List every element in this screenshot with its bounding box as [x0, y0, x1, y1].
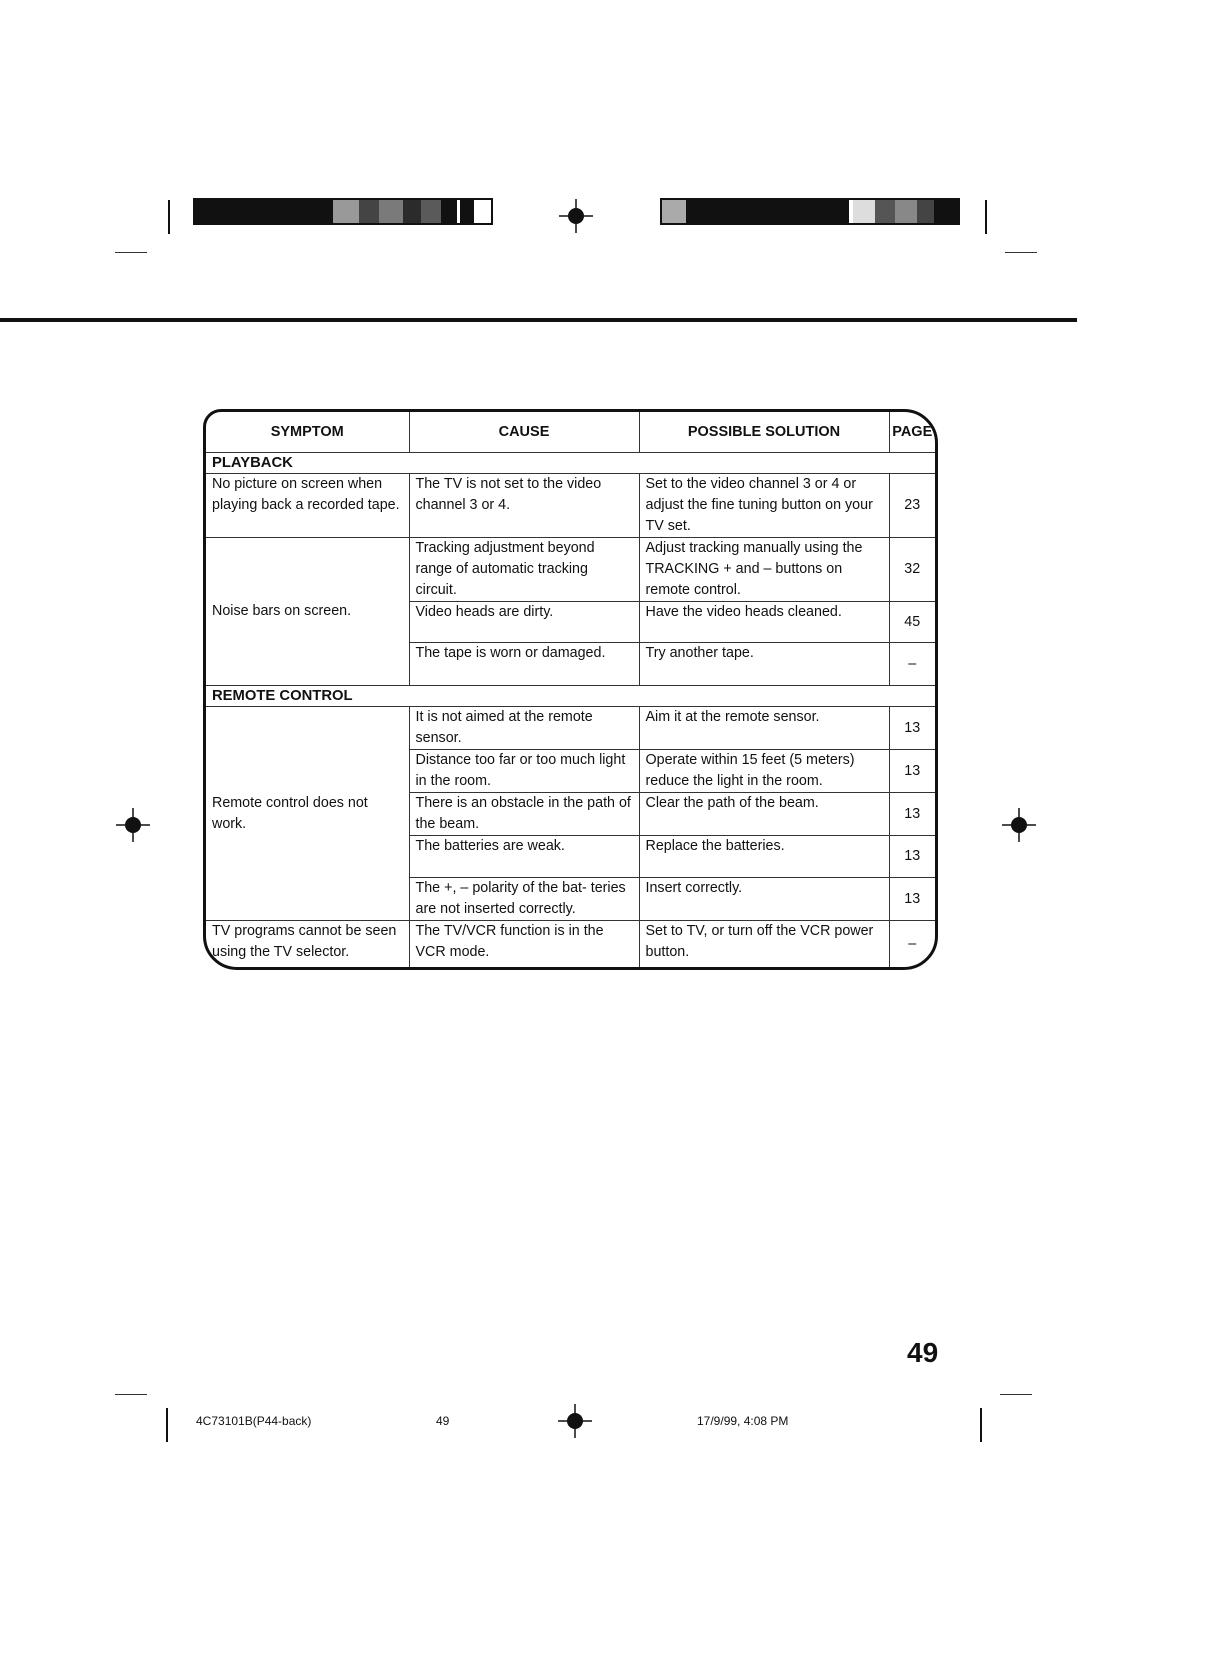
troubleshooting-table [203, 409, 938, 970]
page-cell: – [889, 643, 935, 686]
section-row [206, 686, 935, 707]
page-cell: 23 [889, 474, 935, 538]
column-header-cause: CAUSE [409, 412, 639, 453]
footer-doc-code: 4C73101B(P44-back) [196, 1414, 312, 1428]
solution-cell: Replace the batteries. [639, 836, 889, 878]
table-row [206, 538, 935, 602]
page-number: 49 [907, 1337, 939, 1368]
page-cell: 13 [889, 793, 935, 836]
solution-cell: Adjust tracking manually using the TRACKING + and – buttons on remote control. [639, 538, 889, 602]
page-cell: 13 [889, 878, 935, 921]
registration-crosshair-left [116, 808, 150, 842]
solution-cell: Have the video heads cleaned. [639, 602, 889, 643]
page-cell: – [889, 921, 935, 969]
registration-crosshair-top [559, 199, 593, 233]
page-cell: 13 [889, 750, 935, 793]
footer-timestamp: 17/9/99, 4:08 PM [697, 1414, 789, 1428]
solution-cell: Set to the video channel 3 or 4 or adjust the fine tuning button on your TV set. [639, 474, 889, 538]
solution-cell: Clear the path of the beam. [639, 793, 889, 836]
symptom-cell: Remote control does not work. [206, 707, 409, 921]
column-header-solution: POSSIBLE SOLUTION [639, 412, 889, 453]
solution-cell: Aim it at the remote sensor. [639, 707, 889, 750]
registration-crosshair-bottom [558, 1404, 592, 1438]
section-title-remote-control: REMOTE CONTROL [206, 686, 935, 707]
crop-mark [985, 200, 987, 234]
registration-crosshair-right [1002, 808, 1036, 842]
registration-bar-left [193, 198, 493, 225]
crop-mark [115, 252, 147, 253]
solution-cell: Try another tape. [639, 643, 889, 686]
table-header-row [206, 412, 935, 453]
footer-page: 49 [436, 1414, 450, 1428]
cause-cell: The tape is worn or damaged. [409, 643, 639, 686]
crop-mark [168, 200, 170, 234]
column-header-symptom: SYMPTOM [206, 412, 409, 453]
cause-cell: Tracking adjustment beyond range of automatic tracking circuit. [409, 538, 639, 602]
solution-cell: Operate within 15 feet (5 meters) reduce the light in the room. [639, 750, 889, 793]
crop-mark [980, 1408, 982, 1442]
cause-cell: It is not aimed at the remote sensor. [409, 707, 639, 750]
cause-cell: The TV/VCR function is in the VCR mode. [409, 921, 639, 969]
cause-cell: Video heads are dirty. [409, 602, 639, 643]
page-cell: 45 [889, 602, 935, 643]
crop-mark [1005, 252, 1037, 253]
page-cell: 13 [889, 707, 935, 750]
section-title-playback: PLAYBACK [206, 453, 935, 474]
column-header-page: PAGE [889, 412, 935, 453]
page-cell: 13 [889, 836, 935, 878]
symptom-cell: Noise bars on screen. [206, 538, 409, 686]
table-row [206, 474, 935, 538]
crop-mark [1000, 1394, 1032, 1395]
cause-cell: The +, – polarity of the bat- teries are not inserted correctly. [409, 878, 639, 921]
table-row [206, 921, 935, 969]
cause-cell: The batteries are weak. [409, 836, 639, 878]
registration-bar-right [660, 198, 960, 225]
crop-mark [166, 1408, 168, 1442]
header-rule [0, 318, 1077, 322]
symptom-cell: TV programs cannot be seen using the TV selector. [206, 921, 409, 969]
solution-cell: Insert correctly. [639, 878, 889, 921]
cause-cell: Distance too far or too much light in the room. [409, 750, 639, 793]
table-row [206, 707, 935, 750]
cause-cell: There is an obstacle in the path of the beam. [409, 793, 639, 836]
solution-cell: Set to TV, or turn off the VCR power button. [639, 921, 889, 969]
crop-mark [115, 1394, 147, 1395]
page-cell: 32 [889, 538, 935, 602]
symptom-cell: No picture on screen when playing back a recorded tape. [206, 474, 409, 538]
cause-cell: The TV is not set to the video channel 3 or 4. [409, 474, 639, 538]
section-row [206, 453, 935, 474]
